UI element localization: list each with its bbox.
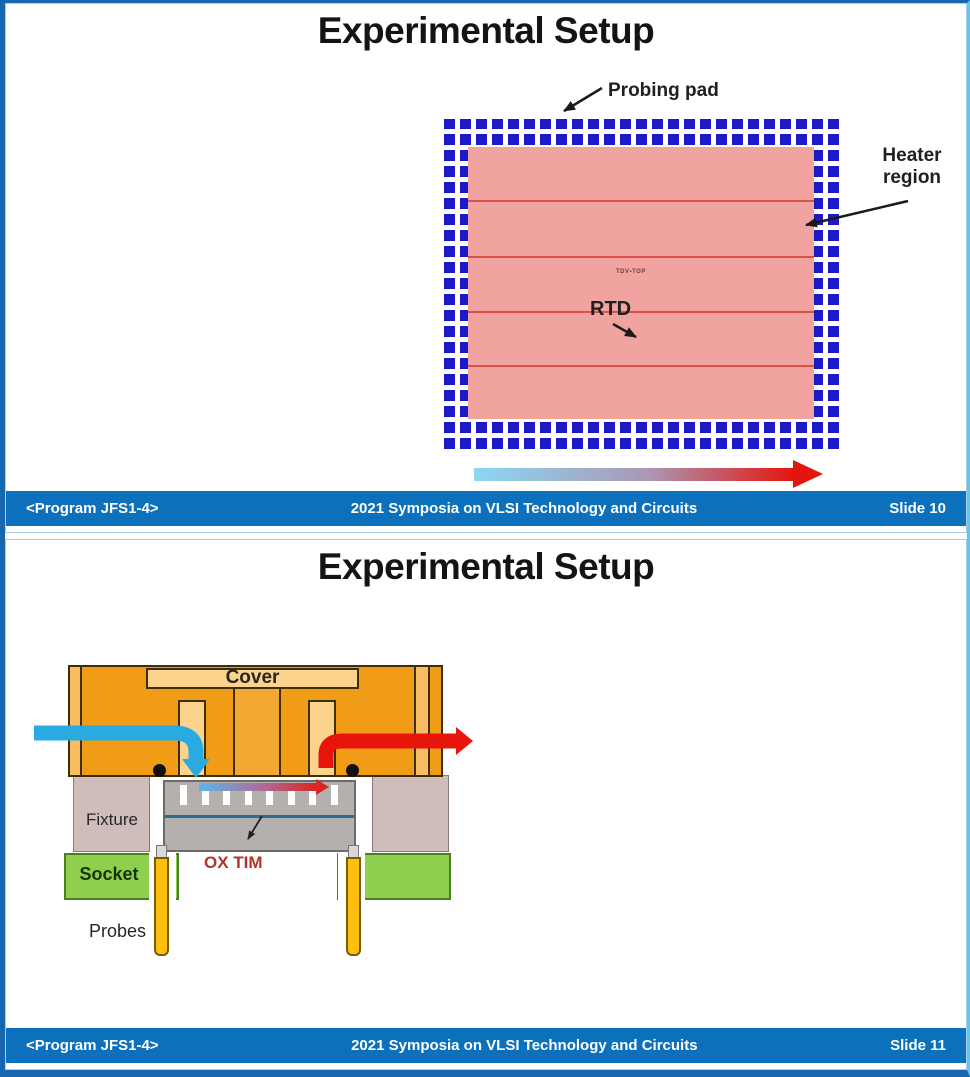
footer-program: <Program JFS1-4> <box>26 500 159 517</box>
tim-interface-line <box>165 815 354 818</box>
fixture-block-right <box>372 775 449 852</box>
heater-divider-line <box>468 256 814 258</box>
cover-left-strip <box>68 665 82 777</box>
footer-slide-number: Slide 11 <box>890 1037 946 1054</box>
pillar-slot <box>180 785 187 805</box>
cover-right-strip <box>414 665 430 777</box>
coolant-flow-arrowhead <box>316 779 329 795</box>
inlet-channel <box>178 700 206 777</box>
gradient-bar <box>474 468 793 481</box>
footer-conference: 2021 Symposia on VLSI Technology and Circuits <box>351 1037 698 1054</box>
heater-divider-line <box>468 200 814 202</box>
oring-left <box>153 764 166 777</box>
fixture-label: Fixture <box>86 810 138 829</box>
ox-tim-label: OX TIM <box>204 853 263 872</box>
probe-pin-left <box>154 857 169 956</box>
slide-title: Experimental Setup <box>317 10 655 51</box>
probing-pad-label: Probing pad <box>608 80 719 101</box>
socket-label: Socket <box>79 864 139 884</box>
heater-region-label: Heater region <box>882 145 942 188</box>
slide-footer <box>6 1028 966 1063</box>
heater-divider-line <box>468 365 814 367</box>
probes-label: Probes <box>89 921 147 941</box>
oring-right <box>346 764 359 777</box>
flow-arrows <box>6 540 967 1070</box>
slide-title: Experimental Setup <box>317 546 655 587</box>
probe-pin-right <box>346 857 361 956</box>
die-center-mark: TDV▪TOP <box>616 269 646 275</box>
slide-10 <box>5 3 967 533</box>
gradient-arrowhead <box>793 460 823 488</box>
heater-region <box>468 147 814 419</box>
outlet-arrowhead <box>456 727 473 755</box>
probing-pad-array <box>444 119 842 449</box>
footer-slide-number: Slide 10 <box>889 500 946 517</box>
cover-label: Cover <box>225 667 280 688</box>
footer-program: <Program JFS1-4> <box>26 1037 159 1054</box>
slide-11 <box>5 539 967 1070</box>
slide-footer <box>6 491 966 526</box>
footer-conference: 2021 Symposia on VLSI Technology and Circuits <box>350 500 698 517</box>
outlet-channel <box>308 700 336 777</box>
pillar-slot <box>331 785 338 805</box>
coolant-flow-gradient <box>199 783 316 791</box>
probing-pad-arrow <box>564 88 602 111</box>
rtd-label: RTD <box>590 298 632 320</box>
temperature-gradient-arrow <box>474 460 826 488</box>
heater-divider-line <box>468 311 814 313</box>
cover-center-column <box>233 687 281 777</box>
